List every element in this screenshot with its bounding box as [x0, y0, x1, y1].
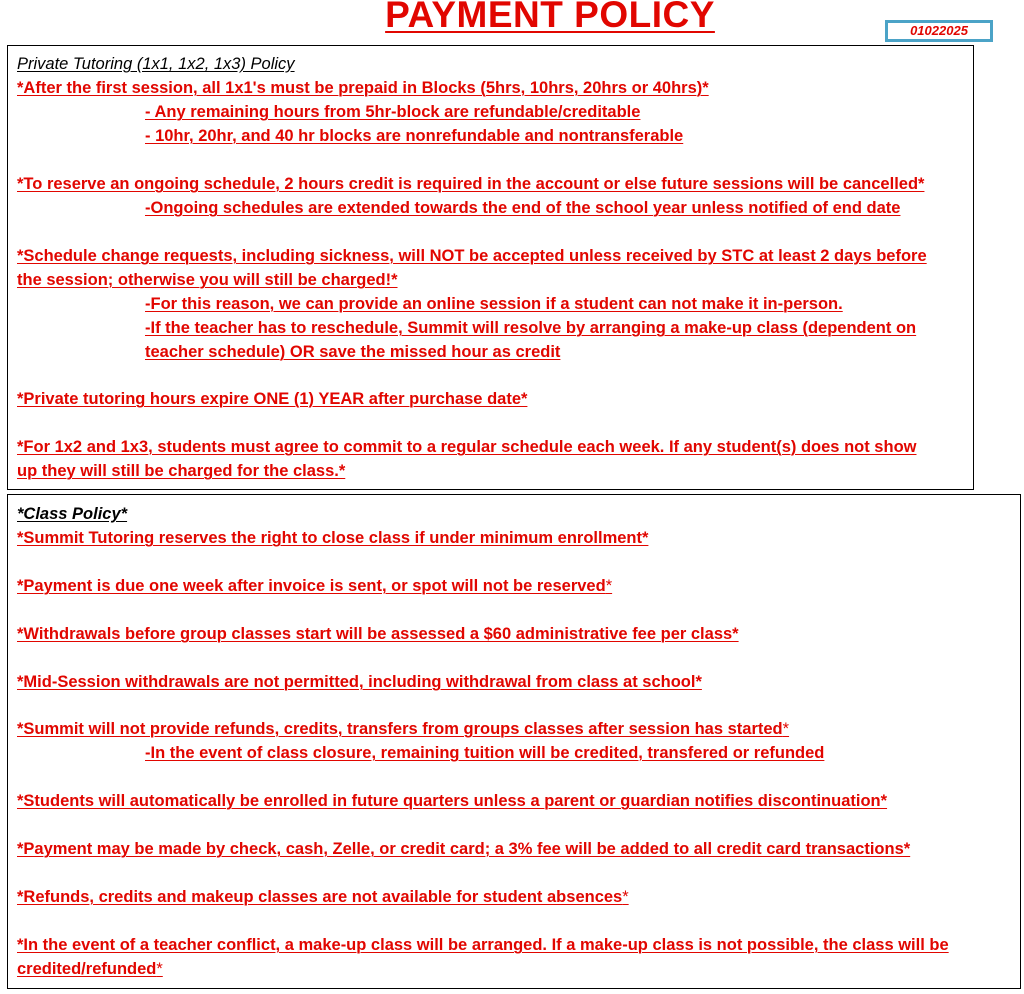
policy-line: *In the event of a teacher conflict, a make-up class will be arranged. If a make-up class is not possible, the class will be [17, 936, 949, 954]
policy-line: -In the event of class closure, remaining tuition will be credited, transfered or refunded [145, 744, 825, 762]
policy-line: - 10hr, 20hr, and 40 hr blocks are nonrefundable and nontransferable [145, 127, 684, 145]
policy-line: *Refunds, credits and makeup classes are not available for student absences* [17, 888, 629, 906]
policy-line: -For this reason, we can provide an online session if a student can not make it in-person. [145, 295, 843, 313]
policy-line: credited/refunded* [17, 960, 163, 978]
class-policy-heading: *Class Policy* [17, 505, 128, 523]
policy-line: *Mid-Session withdrawals are not permitted, including withdrawal from class at school* [17, 673, 702, 691]
policy-line: teacher schedule) OR save the missed hour as credit [145, 343, 561, 361]
policy-line: *Payment may be made by check, cash, Zelle, or credit card; a 3% fee will be added to all credit card transactions* [17, 840, 911, 858]
policy-line: *Schedule change requests, including sickness, will NOT be accepted unless received by STC at least 2 days before [17, 247, 927, 265]
policy-line: up they will still be charged for the class.* [17, 462, 346, 480]
page-title: PAYMENT POLICY [385, 0, 715, 35]
policy-line: *For 1x2 and 1x3, students must agree to commit to a regular schedule each week. If any student(s) does not show [17, 438, 917, 456]
policy-line: the session; otherwise you will still be charged!* [17, 271, 398, 289]
policy-line: - Any remaining hours from 5hr-block are refundable/creditable [145, 103, 641, 121]
policy-line: *Summit Tutoring reserves the right to close class if under minimum enrollment* [17, 529, 649, 547]
policy-line: *Students will automatically be enrolled in future quarters unless a parent or guardian notifies discontinuation* [17, 792, 888, 810]
policy-line: *Payment is due one week after invoice is sent, or spot will not be reserved* [17, 577, 613, 595]
policy-line: *Withdrawals before group classes start will be assessed a $60 administrative fee per class* [17, 625, 739, 643]
policy-line: *To reserve an ongoing schedule, 2 hours credit is required in the account or else future sessions will be cancelled* [17, 175, 925, 193]
private-policy-heading: Private Tutoring (1x1, 1x2, 1x3) Policy [17, 55, 295, 73]
policy-line: *Private tutoring hours expire ONE (1) YEAR after purchase date* [17, 390, 528, 408]
policy-line: -Ongoing schedules are extended towards the end of the school year unless notified of end date [145, 199, 901, 217]
policy-line: -If the teacher has to reschedule, Summit will resolve by arranging a make-up class (dependent on [145, 319, 917, 337]
document-code-badge: 01022025 [885, 20, 993, 42]
policy-line: *Summit will not provide refunds, credits, transfers from groups classes after session has started* [17, 720, 790, 738]
policy-line: *After the first session, all 1x1's must be prepaid in Blocks (5hrs, 10hrs, 20hrs or 40hrs)* [17, 79, 709, 97]
